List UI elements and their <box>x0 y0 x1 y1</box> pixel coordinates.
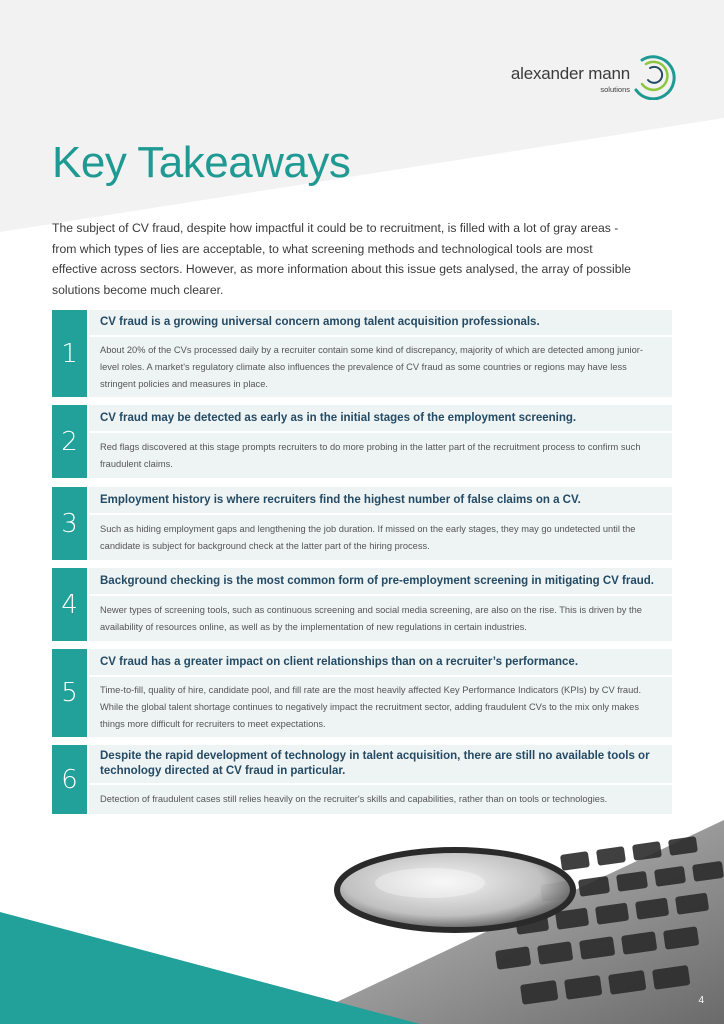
takeaway-item-1 <box>52 310 672 397</box>
takeaway-item-4 <box>52 568 672 641</box>
keyboard-magnifier-illustration <box>0 815 724 1024</box>
takeaway-text: Time-to-fill, quality of hire, candidate pool, and fill rate are the most heavily affected Key Performance Indicators (KPIs) by CV fraud. While the global talent shortage continues to negatively impact the recruitment sector, adding fraudulent CVs to the mix only makes things more difficult for recruiters to meet expectations. <box>89 677 672 737</box>
takeaway-text: Such as hiding employment gaps and lengthening the job duration. If missed on the early stages, they may go undetected until the candidate is subject for background check at the latter part of the hiring process. <box>89 515 672 560</box>
takeaway-item-3 <box>52 487 672 560</box>
takeaway-number: 1 <box>52 310 87 397</box>
takeaway-text: About 20% of the CVs processed daily by a recruiter contain some kind of discrepancy, majority of which are detected among junior-level roles. A market's regulatory climate also influences the prevalence of CV fraud as some countries or regions may have less stringent policies and measures in place. <box>89 337 672 397</box>
brand-logo <box>510 50 678 100</box>
takeaway-heading: Background checking is the most common form of pre-employment screening in mitigating CV fraud. <box>89 568 672 594</box>
takeaway-number: 3 <box>52 487 87 560</box>
intro-paragraph: The subject of CV fraud, despite how impactful it could be to recruitment, is filled with a lot of gray areas - from which types of lies are acceptable, to what screening methods and technological tools are most effective across sectors. However, as more information about this issue gets analysed, the array of possible solutions become much clearer. <box>52 221 631 297</box>
takeaway-item-6 <box>52 745 672 814</box>
background-header-shape <box>0 0 724 240</box>
page-number: 4 <box>698 995 704 1006</box>
takeaway-text: Detection of fraudulent cases still relies heavily on the recruiter's skills and capabilities, rather than on tools or technologies. <box>89 785 672 814</box>
takeaway-heading: CV fraud may be detected as early as in the initial stages of the employment screening. <box>89 405 672 431</box>
takeaway-number: 2 <box>52 405 87 478</box>
takeaway-number: 6 <box>52 745 87 814</box>
brand-name: alexander mann <box>510 64 630 83</box>
takeaway-heading: Despite the rapid development of technology in talent acquisition, there are still no available tools or technology directed at CV fraud in particular. <box>89 745 672 783</box>
brand-swirl-icon <box>628 50 678 100</box>
takeaway-number: 5 <box>52 649 87 737</box>
takeaway-heading: CV fraud is a growing universal concern among talent acquisition professionals. <box>89 310 672 335</box>
takeaway-item-5 <box>52 649 672 737</box>
page-title: Key Takeaways <box>52 138 351 187</box>
takeaway-number: 4 <box>52 568 87 641</box>
brand-tagline: solutions <box>600 85 630 94</box>
takeaway-text: Newer types of screening tools, such as continuous screening and social media screening, are also on the rise. This is driven by the availability of resources online, as well as by the implementation of new regulations in certain industries. <box>89 596 672 641</box>
takeaway-item-2 <box>52 405 672 478</box>
takeaway-heading: Employment history is where recruiters find the highest number of false claims on a CV. <box>89 487 672 513</box>
takeaway-heading: CV fraud has a greater impact on client relationships than on a recruiter’s performance. <box>89 649 672 675</box>
takeaway-text: Red flags discovered at this stage prompts recruiters to do more probing in the latter part of the recruitment process to confirm such fraudulent claims. <box>89 433 672 478</box>
